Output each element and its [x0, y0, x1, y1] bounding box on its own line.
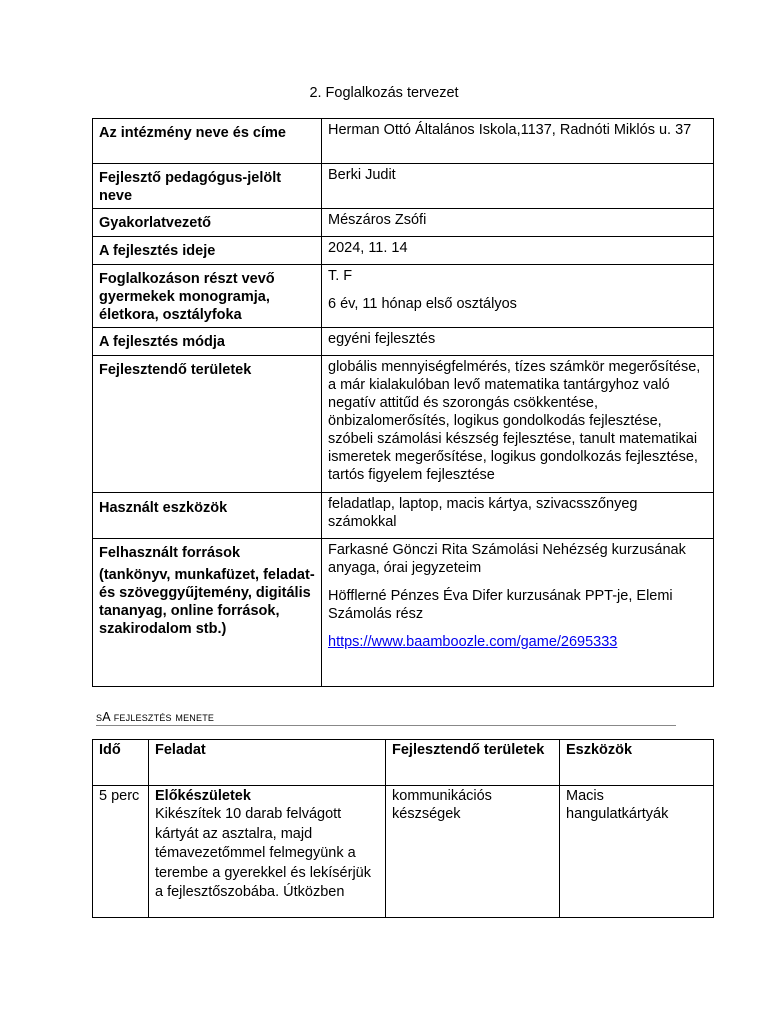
- label-method: A fejlesztés módja: [93, 328, 322, 356]
- cell-areas: kommunikációs készségek: [386, 786, 560, 918]
- table-row: [93, 328, 714, 356]
- table-row: [93, 493, 714, 539]
- label-children: Foglalkozáson részt vevő gyermekek monogramja, életkora, osztályfoka: [93, 265, 322, 328]
- child-monogram: T. F: [328, 268, 353, 284]
- table-row: [93, 539, 714, 687]
- value-supervisor: Mészáros Zsófi: [322, 209, 714, 237]
- child-age-grade: 6 év, 11 hónap első osztályos: [328, 296, 517, 312]
- label-areas: Fejlesztendő területek: [93, 356, 322, 493]
- header-areas: Fejlesztendő területek: [386, 740, 560, 786]
- table-row: [93, 786, 714, 918]
- label-supervisor: Gyakorlatvezető: [93, 209, 322, 237]
- label-institution: Az intézmény neve és címe: [93, 119, 322, 164]
- value-sources: [322, 539, 714, 687]
- task-title: Előkészületek: [155, 788, 251, 804]
- value-institution: Herman Ottó Általános Iskola,1137, Radnóti Miklós u. 37: [322, 119, 714, 164]
- page-title: 2. Foglalkozás tervezet: [309, 85, 459, 101]
- sources-title: Felhasznált források: [99, 545, 241, 561]
- label-tools: Használt eszközök: [93, 493, 322, 539]
- cell-time: 5 perc: [93, 786, 149, 918]
- cell-task: [149, 786, 386, 918]
- table-row: [93, 164, 714, 209]
- plan-table: [92, 739, 714, 918]
- source-1: Farkasné Gönczi Rita Számolási Nehézség kurzusának anyaga, órai jegyzeteim: [328, 542, 686, 576]
- value-children: [322, 265, 714, 328]
- header-time: Idő: [93, 740, 149, 786]
- table-header-row: [93, 740, 714, 786]
- value-teacher: Berki Judit: [322, 164, 714, 209]
- value-tools: feladatlap, laptop, macis kártya, szivacsszőnyeg számokkal: [322, 493, 714, 539]
- value-date: 2024, 11. 14: [322, 237, 714, 265]
- header-task: Feladat: [149, 740, 386, 786]
- table-row: [93, 119, 714, 164]
- sources-subtitle: (tankönyv, munkafüzet, feladat- és szöveggyűjtemény, digitális tananyag, online források, szakirodalom stb.): [99, 567, 315, 637]
- label-sources: [93, 539, 322, 687]
- value-areas: globális mennyiségfelmérés, tízes számkör megerősítése, a már kialakulóban levő matematika tantárgyhoz való negatív attitűd és szorongás csökkentése, önbizalomerősítés, logikus gondolkodás fejlesztése, szóbeli számolási készség fejlesztése, tanult matematikai ismeretek megerősítése, logikus gondolkozás fejlesztése, tartós figyelem fejlesztése: [322, 356, 714, 493]
- table-row: [93, 265, 714, 328]
- source-2: Höfflerné Pénzes Éva Difer kurzusának PPT-je, Elemi Számolás rész: [328, 588, 673, 622]
- table-row: [93, 356, 714, 493]
- source-link[interactable]: https://www.baamboozle.com/game/2695333: [328, 634, 618, 650]
- table-row: [93, 209, 714, 237]
- label-date: A fejlesztés ideje: [93, 237, 322, 265]
- section-heading: sA fejlesztés menete: [96, 710, 676, 726]
- header-tools: Eszközök: [560, 740, 714, 786]
- table-row: [93, 237, 714, 265]
- cell-tools: Macis hangulatkártyák: [560, 786, 714, 918]
- info-table: [92, 118, 714, 687]
- label-teacher: Fejlesztő pedagógus-jelölt neve: [93, 164, 322, 209]
- task-text: Kikészítek 10 darab felvágott kártyát az asztalra, majd témavezetőmmel felmegyünk a terembe a gyerekkel és lekísérjük a fejlesztőszobába. Útközben: [155, 806, 371, 900]
- value-method: egyéni fejlesztés: [322, 328, 714, 356]
